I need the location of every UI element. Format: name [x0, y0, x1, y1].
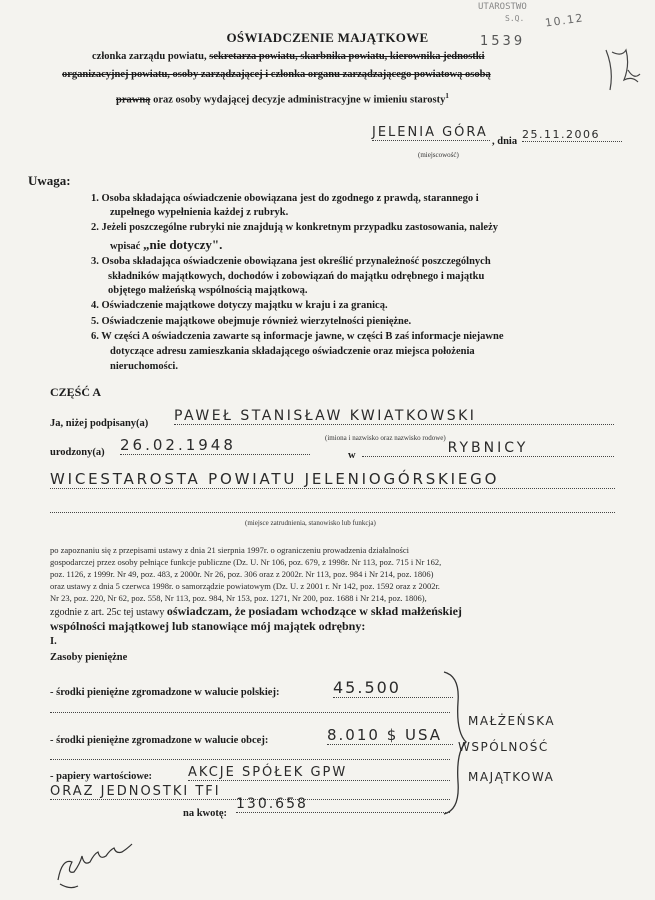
- section-roman: I.: [50, 636, 57, 647]
- birth-date-field[interactable]: 26.02.1948: [120, 436, 310, 455]
- money-heading: Zasoby pieniężne: [50, 652, 128, 663]
- place-field[interactable]: [372, 125, 490, 141]
- notes-heading: Uwaga:: [28, 173, 71, 188]
- date-label: , dnia: [492, 136, 518, 147]
- name-caption: (imiona i nazwisko oraz nazwisko rodowe): [325, 434, 446, 442]
- note-1: 1. Osoba składająca oświadczenie obowiązana jest do zgodnego z prawdą, starannego i: [91, 193, 479, 204]
- declaration-line-2: wspólności majątkowej lub stanowiące mój majątek odrębny:: [50, 619, 366, 633]
- registry-date: 10.12: [544, 11, 585, 30]
- document-title: OŚWIADCZENIE MAJĄTKOWE: [226, 30, 429, 45]
- registry-number: 1539: [480, 34, 526, 49]
- note-6-cont-2: nieruchomości.: [110, 361, 178, 372]
- part-a-heading: CZĘŚĆ A: [50, 385, 102, 399]
- securities-field-2[interactable]: ORAZ JEDNOSTKI TFI: [50, 784, 450, 800]
- law-text-2: gospodarczej przez osoby pełniące funkcje publiczne (Dz. U. Nr 106, poz. 679, z 1998r. Nr 113, poz. 715 i Nr 162,: [50, 557, 442, 567]
- note-2: 2. Jeżeli poszczególne rubryki nie znajdują w konkretnym przypadku zastosowania, należy: [91, 222, 498, 233]
- law-text-4: oraz ustawy z dnia 5 czerwca 1998r. o samorządzie powiatowym (Dz. U. z 2001 r. Nr 142, poz. 1592 oraz z 2002r.: [50, 581, 440, 591]
- note-3-cont-2: objętego małżeńską wspólnością majątkową.: [108, 285, 308, 296]
- birth-place-field[interactable]: RYBNICY: [362, 440, 614, 457]
- law-text-5: Nr 23, poz. 220, Nr 62, poz. 558, Nr 113, poz. 984, Nr 153, poz. 1271, Nr 200, poz. 1688 i Nr 214, poz. 1806),: [50, 593, 427, 603]
- amount-label: na kwotę:: [183, 808, 228, 819]
- signature: [50, 840, 160, 895]
- note-4: 4. Oświadczenie majątkowe dotyczy majątku w kraju i za granicą.: [91, 300, 388, 311]
- securities-amount-field[interactable]: 130.658: [236, 796, 450, 813]
- side-note-2: WSPÓLNOŚĆ: [458, 740, 549, 754]
- note-2-cont: wpisać „nie dotyczy".: [110, 237, 223, 252]
- registry-stamp: UTAROSTWO: [478, 2, 527, 12]
- foreign-amount-field[interactable]: 8.010 $ USA: [327, 726, 453, 745]
- header-line-1: członka zarządu powiatu, sekretarza powiatu, skarbnika powiatu, kierownika jednostki: [92, 51, 485, 62]
- signed-label: Ja, niżej podpisany(a): [50, 418, 149, 429]
- declaration-line: zgodnie z art. 25c tej ustawy oświadczam, że posiadam wchodzące w skład małżeńskiej: [50, 604, 462, 618]
- securities-field[interactable]: AKCJE SPÓŁEK GPW: [188, 765, 450, 781]
- law-text-1: po zapoznaniu się z przepisami ustawy z dnia 21 sierpnia 1997r. o ograniczeniu prowadzenia działalności: [50, 545, 410, 555]
- note-6: 6. W części A oświadczenia zawarte są informacje jawne, w części B zaś informacje niejawne: [91, 331, 504, 342]
- position-field[interactable]: WICESTAROSTA POWIATU JELENIOGÓRSKIEGO: [50, 470, 615, 489]
- note-1-cont: zupełnego wypełnienia każdej z rubryk.: [110, 207, 289, 218]
- foreign-line-2[interactable]: [50, 758, 450, 760]
- header-line-2: organizacyjnej powiatu, osoby zarządzającej i członka organu zarządzającego powiatową osobą: [62, 69, 491, 80]
- initials-signature: [600, 40, 648, 100]
- birth-place-label: w: [348, 450, 356, 461]
- place-value: JELENIA GÓRA: [372, 125, 490, 141]
- full-name-field[interactable]: PAWEŁ STANISŁAW KWIATKOWSKI: [174, 408, 614, 425]
- pln-line-2[interactable]: [50, 711, 450, 713]
- side-note-3: MAJĄTKOWA: [468, 770, 555, 784]
- note-3: 3. Osoba składająca oświadczenie obowiązana jest określić przynależność poszczególnych: [91, 256, 491, 267]
- note-3-cont-1: składników majątkowych, dochodów i zobowiązań do majątku odrębnego i majątku: [108, 271, 485, 282]
- registry-stamp-extra: S.Q.: [505, 14, 525, 23]
- law-text-3: poz. 1126, z 1999r. Nr 49, poz. 483, z 2000r. Nr 26, poz. 306 oraz z 2002r. Nr 113, poz. 984 i Nr 214, poz. 1806): [50, 569, 434, 579]
- position-field-line-2[interactable]: [50, 511, 615, 513]
- foreign-label: - środki pieniężne zgromadzone w walucie obcej:: [50, 735, 269, 746]
- securities-label: - papiery wartościowe:: [50, 771, 153, 782]
- pln-amount-field[interactable]: 45.500: [333, 678, 453, 698]
- place-caption: (miejscowość): [418, 151, 459, 159]
- born-label: urodzony(a): [50, 447, 105, 458]
- header-line-3: prawną oraz osoby wydającej decyzje administracyjne w imieniu starosty$^1$: [116, 92, 449, 106]
- side-note-1: MAŁŻEŃSKA: [468, 714, 556, 728]
- pln-label: - środki pieniężne zgromadzone w walucie polskiej:: [50, 687, 280, 698]
- position-caption: (miejsce zatrudnienia, stanowisko lub funkcja): [245, 519, 376, 527]
- note-6-cont-1: dotyczące adresu zamieszkania składającego oświadczenie oraz miejsca położenia: [110, 346, 475, 357]
- note-5: 5. Oświadczenie majątkowe obejmuje również wierzytelności pieniężne.: [91, 316, 412, 327]
- date-value[interactable]: 25.11.2006: [522, 128, 622, 142]
